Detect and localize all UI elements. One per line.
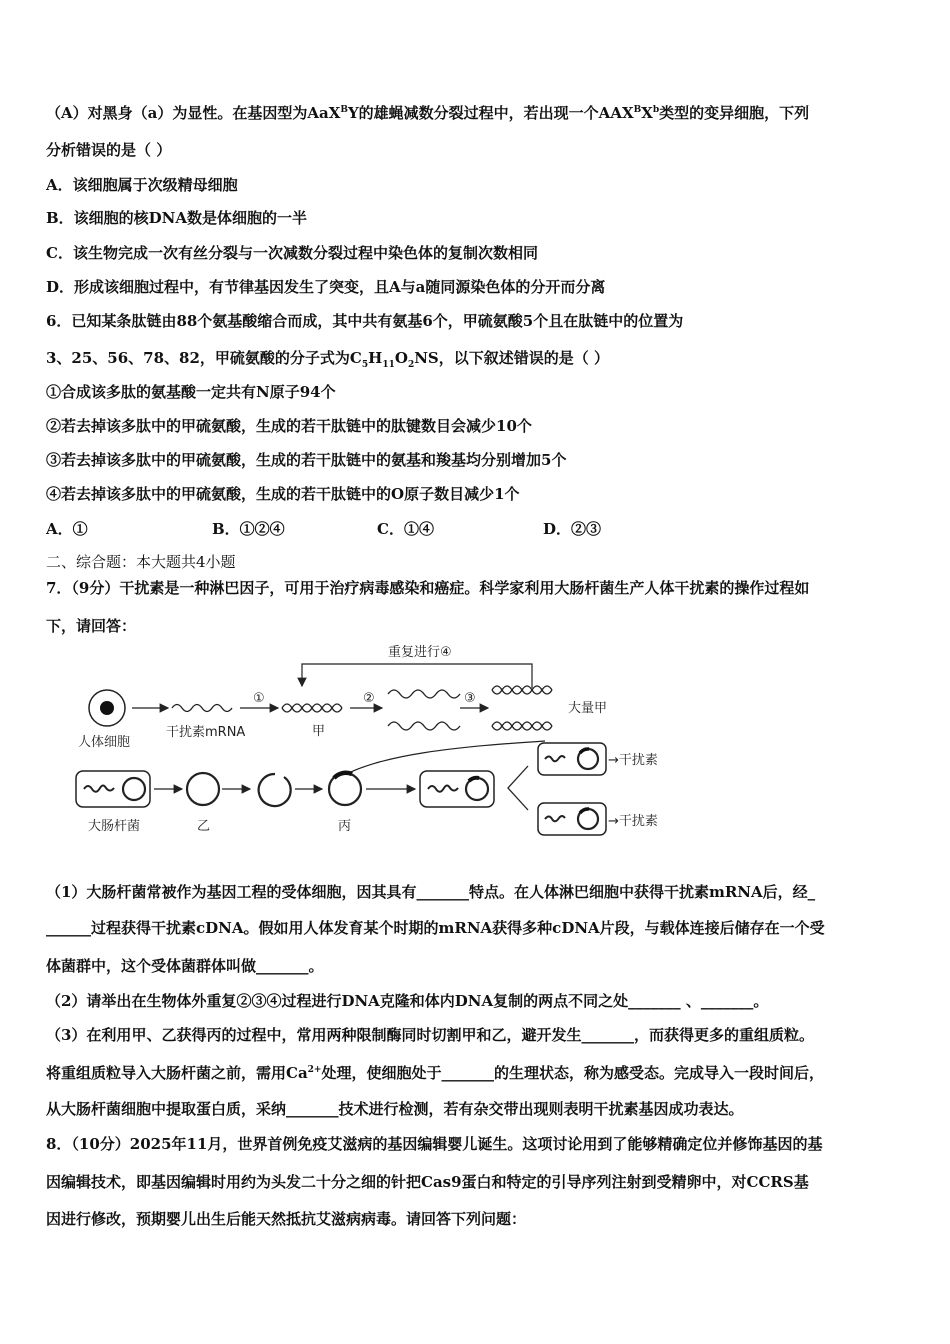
bing-label: 丙 xyxy=(338,819,352,834)
q8-stem-line3: 因进行修改，预期婴儿出生后能天然抵抗艾滋病病毒。请回答下列问题： xyxy=(46,1210,527,1228)
cut-plasmid-icon xyxy=(259,774,291,806)
daughter-cell-icon xyxy=(538,743,606,775)
q7-part1-line2: ______过程获得干扰素cDNA。假如用人体发育某个时期的mRNA获得多种cDNA片段，与载体连接后储存在一个受 xyxy=(46,919,825,937)
q6-statement-2: ②若去掉该多肽中的甲硫氨酸，生成的若干肽链中的肽键数目会减少10个 xyxy=(46,417,532,435)
q6-stem-line1: 6．已知某条肽链由88个氨基酸缩合而成，其中共有氨基6个，甲硫氨酸5个且在肽链中的位置为 xyxy=(46,312,684,330)
q5-option-a: A．该细胞属于次级精母细胞 xyxy=(46,176,238,194)
step3-label: ③ xyxy=(464,691,476,706)
q6-statement-3: ③若去掉该多肽中的甲硫氨酸，生成的若干肽链中的氨基和羧基均分别增加5个 xyxy=(46,451,567,469)
q7-part3-line3: 从大肠杆菌细胞中提取蛋白质，采纳_______技术进行检测，若有杂交带出现则表明干扰素基因成功表达。 xyxy=(46,1100,744,1118)
q5-option-b: B．该细胞的核DNA数是体细胞的一半 xyxy=(46,209,308,227)
q6-choices xyxy=(46,519,906,539)
step1-label: ① xyxy=(253,691,265,706)
branch-icon xyxy=(508,766,528,810)
ecoli-label: 大肠杆菌 xyxy=(88,819,141,834)
cdna-double-strand-icon xyxy=(282,704,342,712)
q7-stem-line2: 下，请回答： xyxy=(46,617,137,635)
q6-choice-b: B．①②④ xyxy=(212,520,285,538)
transformed-cell-icon xyxy=(420,771,494,807)
q5-option-c: C．该生物完成一次有丝分裂与一次减数分裂过程中染色体的复制次数相同 xyxy=(46,244,538,262)
repeat-arrow xyxy=(302,664,532,688)
q6-choice-c: C．①④ xyxy=(377,520,434,538)
q6-choice-a: A．① xyxy=(46,520,88,538)
jia-label: 甲 xyxy=(312,724,326,739)
dna-double-strand-icon xyxy=(492,722,552,730)
interferon-output-2: →干扰素 xyxy=(608,814,658,829)
q6-statement-1: ①合成该多肽的氨基酸一定共有N原子94个 xyxy=(46,383,336,401)
human-cell-label: 人体细胞 xyxy=(78,735,131,750)
human-cell-icon xyxy=(89,690,125,726)
q7-part1-line3: 体菌群中，这个受体菌群体叫做_______。 xyxy=(46,957,324,975)
interferon-output-1: →干扰素 xyxy=(608,753,658,768)
q7-stem-line1: 7．（9分）干扰素是一种淋巴因子，可用于治疗病毒感染和癌症。科学家利用大肠杆菌生产人体干扰素的操作过程如 xyxy=(46,579,810,597)
q7-part3-line1: （3）在利用甲、乙获得丙的过程中，常用两种限制酶同时切割甲和乙，避开发生_______，而获得更多的重组质粒。 xyxy=(46,1026,814,1044)
recombinant-plasmid-icon xyxy=(329,773,361,805)
gene-engineering-diagram xyxy=(70,638,710,843)
q7-part3-line2: 将重组质粒导入大肠杆菌之前，需用$Ca^{2+}$处理，使细胞处于_______的生理状态，称为感受态。完成导入一段时间后， xyxy=(46,1064,824,1082)
plasmid-yi-icon xyxy=(187,773,219,805)
q5-option-d: D．形成该细胞过程中，有节律基因发生了突变，且A与a随同源染色体的分开而分离 xyxy=(46,278,606,296)
q5-stem-line1: （A）对黑身（a）为显性。在基因型为AaX$^B$Y的雄蝇减数分裂过程中，若出现一个$AAX^BX^b$类型的变异细胞，下列 xyxy=(46,104,810,122)
mrna-strand-icon xyxy=(172,705,232,712)
q6-choice-d: D．②③ xyxy=(543,520,602,538)
single-strand-icon xyxy=(388,690,460,698)
dna-double-strand-icon xyxy=(492,686,552,694)
step2-label: ② xyxy=(363,691,375,706)
daughter-cell-icon xyxy=(538,803,606,835)
q7-part2: （2）请举出在生物体外重复②③④过程进行DNA克隆和体内DNA复制的两点不同之处_______ 、_______。 xyxy=(46,992,769,1010)
repeat-label: 重复进行④ xyxy=(388,645,452,660)
section-heading: 二、综合题：本大题共4小题 xyxy=(46,553,236,571)
single-strand-icon xyxy=(388,722,460,730)
q6-stem-line2: 3、25、56、78、82，甲硫氨酸的分子式为$C_5H_{11}O_2NS$，以下叙述错误的是（ ） xyxy=(46,349,609,370)
q7-part1-line1: （1）大肠杆菌常被作为基因工程的受体细胞，因其具有_______特点。在人体淋巴细胞中获得干扰素mRNA后，经_ xyxy=(46,883,816,901)
mass-jia-label: 大量甲 xyxy=(568,701,608,716)
mrna-label: 干扰素mRNA xyxy=(166,725,246,740)
q8-stem-line1: 8．（10分）2025年11月，世界首例免疫艾滋病的基因编辑婴儿诞生。这项讨论用到了能够精确定位并修饰基因的基 xyxy=(46,1135,823,1153)
q5-stem-line2: 分析错误的是（ ） xyxy=(46,141,172,159)
q8-stem-line2: 因编辑技术，即基因编辑时用约为头发二十分之细的针把Cas9蛋白和特定的引导序列注射到受精卵中，对CCRS基 xyxy=(46,1173,809,1191)
q6-statement-4: ④若去掉该多肽中的甲硫氨酸，生成的若干肽链中的O原子数目减少1个 xyxy=(46,485,520,503)
yi-label: 乙 xyxy=(197,819,211,834)
ecoli-cell-icon xyxy=(76,771,150,807)
